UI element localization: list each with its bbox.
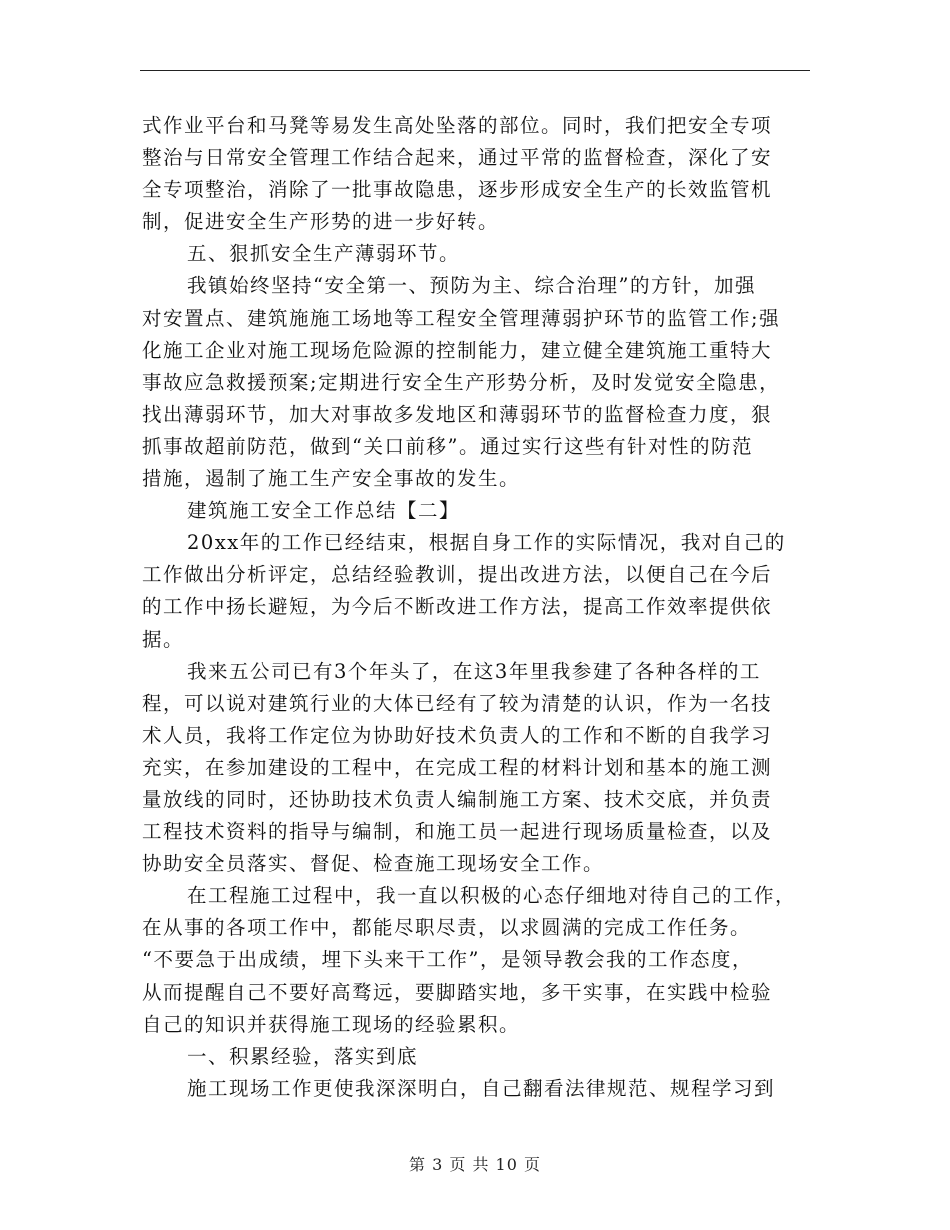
text-line: 化施工企业对施工现场危险源的控制能力，建立健全建筑施工重特大 [142, 338, 773, 362]
text-line: 从而提醒自己不要好高骛远，要脚踏实地，多干实事，在实践中检验 [142, 980, 773, 1004]
text-line: 工作做出分析评定，总结经验教训，提出改进方法，以便自己在今后 [142, 563, 773, 587]
text-line: 工程技术资料的指导与编制，和施工员一起进行现场质量检查，以及 [142, 820, 773, 844]
text-line: 五、狠抓安全生产薄弱环节。 [187, 242, 461, 266]
text-line: 协助安全员落实、督促、检查施工现场安全工作。 [142, 852, 605, 876]
text-line: 式作业平台和马凳等易发生高处坠落的部位。同时，我们把安全专项 [142, 114, 773, 137]
text-line: 制，促进安全生产形势的进一步好转。 [142, 210, 500, 234]
document-body [142, 110, 812, 1105]
text-line: 事故应急救援预案;定期进行安全生产形势分析，及时发觉安全隐患， [142, 370, 781, 394]
text-line: 建筑施工安全工作总结【二】 [187, 499, 461, 523]
text-line: 找出薄弱环节，加大对事故多发地区和薄弱环节的监督检查力度，狠 [142, 402, 773, 426]
text-line: 抓事故超前防范，做到“关口前移”。通过实行这些有针对性的防范 [142, 434, 753, 458]
text-line: “不要急于出成绩，埋下头来干工作”，是领导教会我的工作态度， [142, 948, 753, 972]
text-line: 施工现场工作更使我深深明白，自己翻看法律规范、规程学习到 [187, 1076, 776, 1100]
text-line: 在从事的各项工作中，都能尽职尽责，以求圆满的完成工作任务。 [142, 916, 752, 940]
text-line: 全专项整治，消除了一批事故隐患，逐步形成安全生产的长效监管机 [142, 178, 773, 202]
text-line: 措施，遏制了施工生产安全事故的发生。 [142, 467, 521, 491]
text-line: 对安置点、建筑施施工场地等工程安全管理薄弱护环节的监管工作;强 [142, 306, 781, 330]
text-line: 在工程施工过程中，我一直以积极的心态仔细地对待自己的工作， [187, 884, 797, 908]
page-footer: 第 3 页 共 10 页 [409, 1155, 541, 1174]
header-rule [140, 70, 810, 71]
text-line: 据。 [142, 627, 185, 651]
text-line: 术人员，我将工作定位为协助好技术负责人的工作和不断的自我学习 [142, 723, 773, 747]
text-line: 20xx年的工作已经结束，根据自身工作的实际情况，我对自己的 [187, 531, 786, 555]
text-line: 自己的知识并获得施工现场的经验累积。 [142, 1012, 521, 1036]
text-line: 量放线的同时，还协助技术负责人编制施工方案、技术交底，并负责 [142, 787, 773, 811]
text-line: 一、积累经验，落实到底 [187, 1044, 419, 1068]
text-line: 充实，在参加建设的工程中，在完成工程的材料计划和基本的施工测 [142, 755, 773, 779]
text-line: 的工作中扬长避短，为今后不断改进工作方法，提高工作效率提供依 [142, 595, 773, 619]
text-line: 程，可以说对建筑行业的大体已经有了较为清楚的认识，作为一名技 [142, 691, 773, 715]
text-line: 我镇始终坚持“安全第一、预防为主、综合治理”的方针，加强 [187, 274, 756, 298]
text-line: 整治与日常安全管理工作结合起来，通过平常的监督检查，深化了安 [142, 146, 773, 170]
text-line: 我来五公司已有3个年头了，在这3年里我参建了各种各样的工 [187, 659, 761, 683]
